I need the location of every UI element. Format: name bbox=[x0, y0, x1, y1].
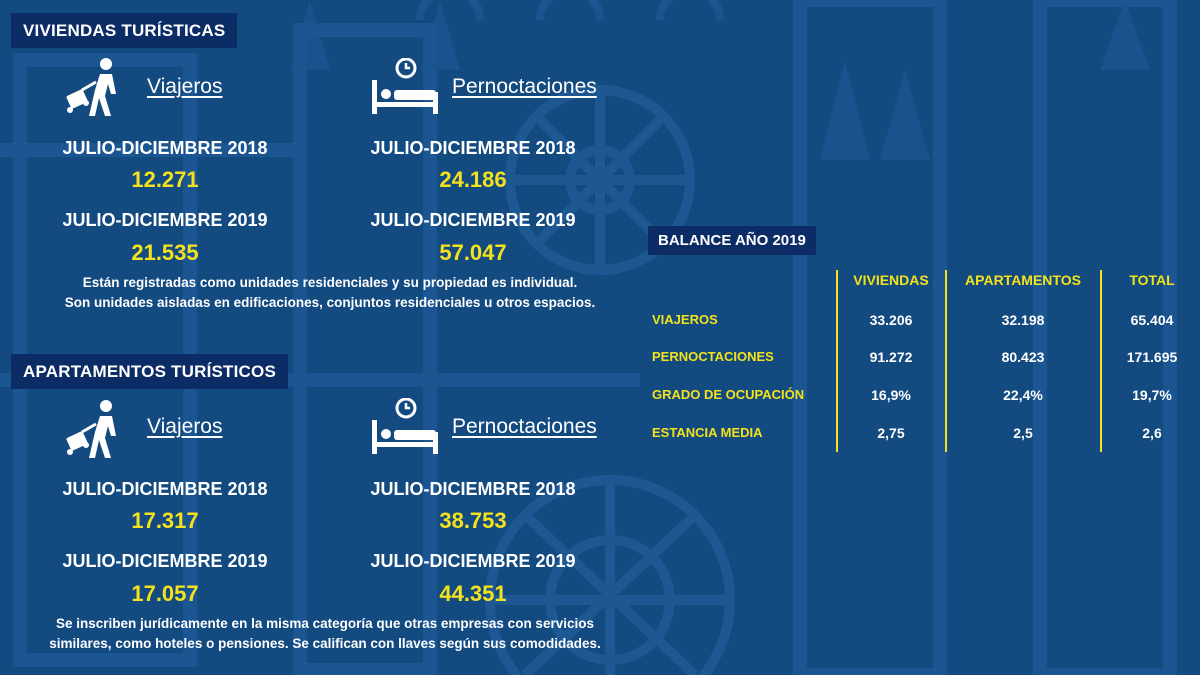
cell-pernoctaciones-viviendas: 91.272 bbox=[869, 349, 913, 365]
cell-ocupacion-viviendas: 16,9% bbox=[871, 387, 911, 403]
viviendas-pernoctaciones-label: Pernoctaciones bbox=[452, 75, 597, 98]
traveler-luggage-icon bbox=[62, 56, 130, 120]
apartamentos-viajeros-label: Viajeros bbox=[147, 415, 223, 438]
traveler-luggage-icon bbox=[62, 398, 130, 462]
cell-pernoctaciones-total: 171.695 bbox=[1126, 349, 1178, 365]
column-header-viviendas: VIVIENDAS bbox=[853, 272, 929, 288]
apartamentos-pernoctaciones-value-2018: 38.753 bbox=[439, 508, 507, 533]
cell-estancia-viviendas: 2,75 bbox=[877, 425, 905, 441]
cell-pernoctaciones-apartamentos: 80.423 bbox=[1001, 349, 1045, 365]
column-header-total: TOTAL bbox=[1129, 272, 1175, 288]
table-divider bbox=[1100, 270, 1102, 452]
bed-clock-icon bbox=[368, 58, 440, 116]
viviendas-pernoctaciones-value-2018: 24.186 bbox=[439, 167, 507, 192]
apartamentos-pernoctaciones-label: Pernoctaciones bbox=[452, 415, 597, 438]
row-label-viajeros: VIAJEROS bbox=[652, 312, 718, 327]
viviendas-pernoctaciones-period-2019: JULIO-DICIEMBRE 2019 bbox=[370, 210, 576, 230]
row-label-estancia-media: ESTANCIA MEDIA bbox=[652, 425, 763, 440]
viviendas-description-line2: Son unidades aisladas en edificaciones, conjuntos residenciales u otros espacios. bbox=[64, 295, 596, 310]
apartamentos-description-line2: similares, como hoteles o pensiones. Se califican con llaves según sus comodidades. bbox=[49, 636, 601, 651]
cell-ocupacion-apartamentos: 22,4% bbox=[1003, 387, 1043, 403]
column-header-apartamentos: APARTAMENTOS bbox=[965, 272, 1081, 288]
apartamentos-viajeros-value-2019: 17.057 bbox=[131, 581, 199, 606]
cell-viajeros-viviendas: 33.206 bbox=[869, 312, 913, 328]
apartamentos-pernoctaciones-value-2019: 44.351 bbox=[439, 581, 507, 606]
apartamentos-description bbox=[0, 614, 655, 654]
cell-viajeros-total: 65.404 bbox=[1130, 312, 1174, 328]
viviendas-viajeros-label: Viajeros bbox=[147, 75, 223, 98]
cell-estancia-apartamentos: 2,5 bbox=[1013, 425, 1033, 441]
viviendas-viajeros-period-2018: JULIO-DICIEMBRE 2018 bbox=[62, 138, 268, 158]
row-label-grado-ocupacion: GRADO DE OCUPACIÓN bbox=[652, 387, 805, 402]
bed-clock-icon bbox=[368, 398, 440, 456]
cell-estancia-total: 2,6 bbox=[1142, 425, 1162, 441]
balance-title: BALANCE AÑO 2019 bbox=[648, 226, 816, 255]
apartamentos-viajeros-value-2018: 17.317 bbox=[131, 508, 199, 533]
cell-viajeros-apartamentos: 32.198 bbox=[1001, 312, 1045, 328]
section-title-viviendas: VIVIENDAS TURÍSTICAS bbox=[11, 13, 237, 48]
apartamentos-pernoctaciones-period-2018: JULIO-DICIEMBRE 2018 bbox=[370, 479, 576, 499]
apartamentos-viajeros-period-2019: JULIO-DICIEMBRE 2019 bbox=[62, 551, 268, 571]
cell-ocupacion-total: 19,7% bbox=[1132, 387, 1172, 403]
apartamentos-pernoctaciones-period-2019: JULIO-DICIEMBRE 2019 bbox=[370, 551, 576, 571]
row-label-pernoctaciones: PERNOCTACIONES bbox=[652, 349, 774, 364]
apartamentos-viajeros-period-2018: JULIO-DICIEMBRE 2018 bbox=[62, 479, 268, 499]
table-divider bbox=[836, 270, 838, 452]
viviendas-viajeros-period-2019: JULIO-DICIEMBRE 2019 bbox=[62, 210, 268, 230]
viviendas-description-line1: Están registradas como unidades residenciales y su propiedad es individual. bbox=[82, 275, 578, 290]
viviendas-pernoctaciones-period-2018: JULIO-DICIEMBRE 2018 bbox=[370, 138, 576, 158]
viviendas-viajeros-value-2019: 21.535 bbox=[131, 240, 199, 265]
section-title-apartamentos: APARTAMENTOS TURÍSTICOS bbox=[11, 354, 288, 389]
viviendas-description bbox=[0, 273, 660, 313]
table-divider bbox=[945, 270, 947, 452]
viviendas-viajeros-value-2018: 12.271 bbox=[131, 167, 199, 192]
apartamentos-description-line1: Se inscriben jurídicamente en la misma categoría que otras empresas con servicios bbox=[56, 616, 594, 631]
viviendas-pernoctaciones-value-2019: 57.047 bbox=[439, 240, 507, 265]
